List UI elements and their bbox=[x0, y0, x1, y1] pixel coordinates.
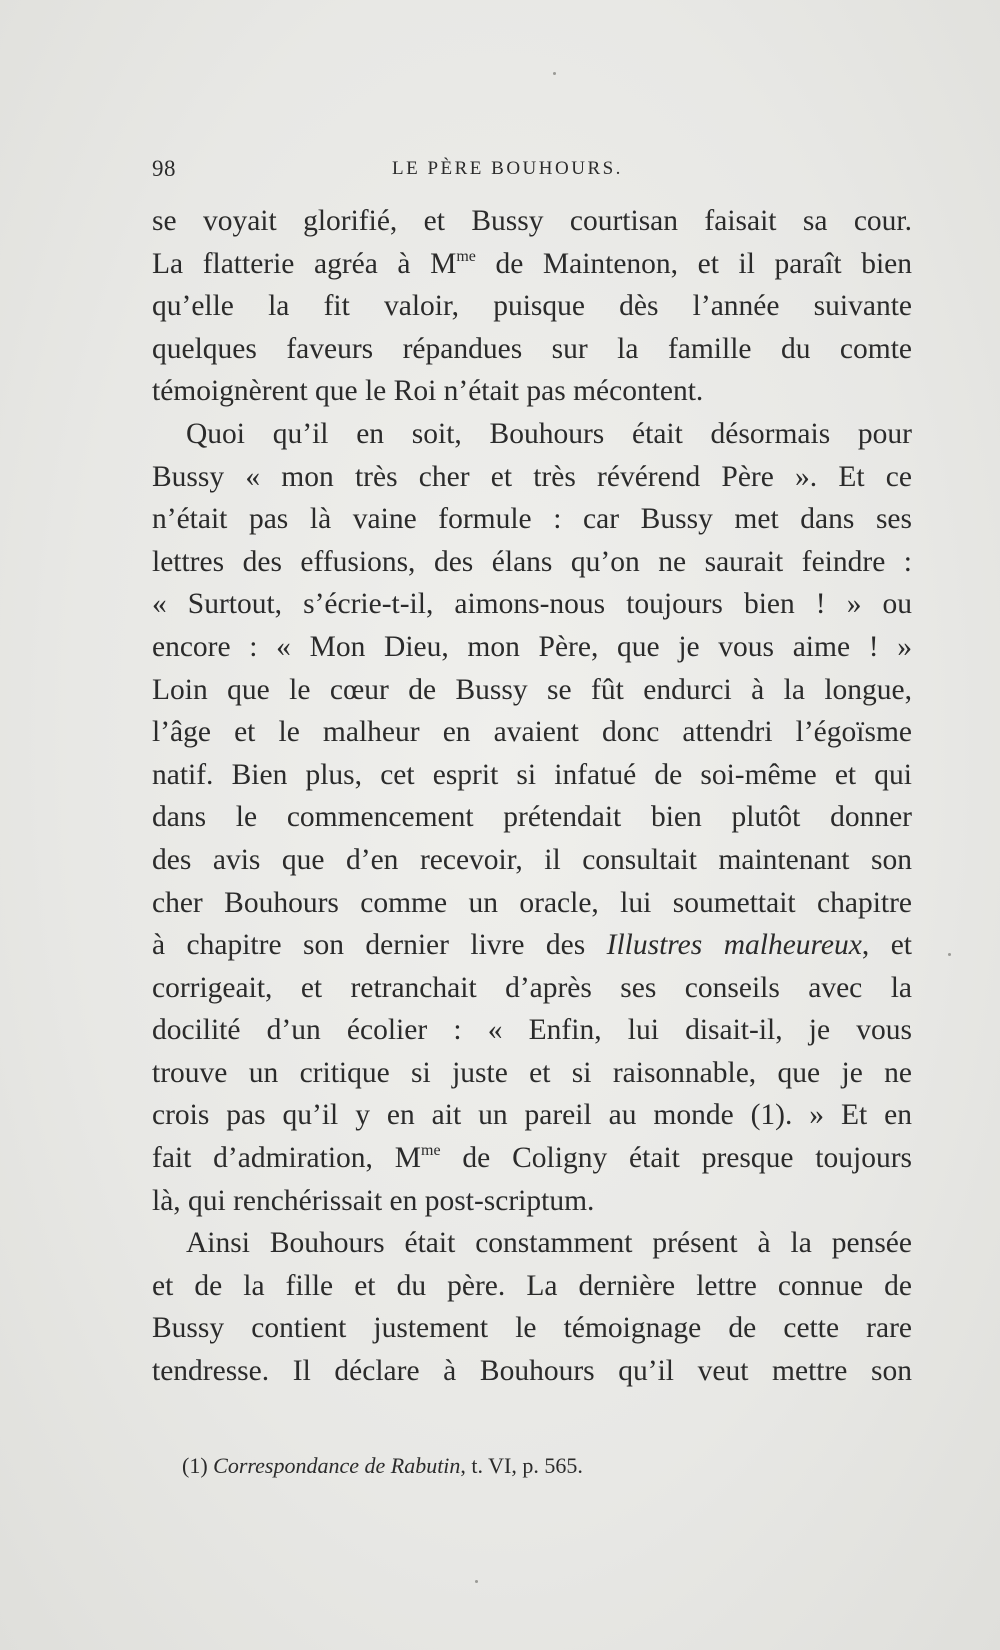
text-line: trouve un critique si juste et si raisonnable, que je ne bbox=[152, 1056, 912, 1089]
footnote bbox=[182, 1453, 583, 1479]
text-line: l’âge et le malheur en avaient donc attendri l’égoïsme bbox=[152, 716, 912, 749]
text-line: fait d’admiration, $M^{me}$ de Coligny était presque toujours bbox=[152, 1142, 912, 1175]
text-line: qu’elle la fit valoir, puisque dès l’année suivante bbox=[152, 290, 912, 323]
text-line: encore : « Mon Dieu, mon Père, que je vous aime ! » bbox=[152, 630, 912, 663]
page-header bbox=[152, 156, 914, 186]
text-line: lettres des effusions, des élans qu’on ne saurait feindre : bbox=[152, 545, 912, 578]
text-line: se voyait glorifié, et Bussy courtisan faisait sa cour. bbox=[152, 205, 912, 237]
page-number: 98 bbox=[152, 156, 176, 181]
text-line: La flatterie agréa à $M^{me}$ de Maintenon, et il paraît bien bbox=[152, 247, 912, 280]
book-title: Illustres malheureux bbox=[606, 929, 862, 962]
paper-speck bbox=[475, 1580, 478, 1583]
text-line: Bussy contient justement le témoignage de cette rare bbox=[152, 1312, 912, 1345]
text-line: corrigeait, et retranchait d’après ses conseils avec la bbox=[152, 971, 912, 1004]
text-line: à chapitre son dernier livre des Illustres malheureux, et bbox=[152, 929, 912, 962]
text-line: Ainsi Bouhours était constamment présent à la pensée bbox=[186, 1227, 912, 1260]
text-line: dans le commencement prétendait bien plutôt donner bbox=[152, 801, 912, 834]
text-line: « Surtout, s’écrie-t-il, aimons-nous toujours bien ! » ou bbox=[152, 588, 912, 621]
text-line: témoignèrent que le Roi n’était pas mécontent. bbox=[152, 375, 704, 408]
text-line: là, qui renchérissait en post-scriptum. bbox=[152, 1184, 595, 1217]
text-line: crois pas qu’il y en ait un pareil au monde (1). » Et en bbox=[152, 1099, 912, 1132]
footnote-source: Correspondance de Rabutin bbox=[213, 1453, 461, 1478]
text-line: Loin que le cœur de Bussy se fût endurci à la longue, bbox=[152, 673, 912, 706]
running-head: LE PÈRE BOUHOURS. bbox=[392, 158, 623, 179]
text-line: docilité d’un écolier : « Enfin, lui disait-il, je vous bbox=[152, 1014, 912, 1047]
text-line: natif. Bien plus, cet esprit si infatué de soi-même et qui bbox=[152, 758, 912, 791]
footnote-ref: , t. VI, p. 565. bbox=[460, 1453, 583, 1478]
text-line: Bussy « mon très cher et très révérend Père ». Et ce bbox=[152, 460, 912, 493]
text-line: Quoi qu’il en soit, Bouhours était désormais pour bbox=[186, 417, 912, 450]
paper-speck bbox=[948, 953, 951, 956]
text-line: quelques faveurs répandues sur la famille du comte bbox=[152, 332, 912, 365]
text-line: n’était pas là vaine formule : car Bussy met dans ses bbox=[152, 503, 912, 536]
body-text bbox=[152, 200, 912, 1393]
text-line: cher Bouhours comme un oracle, lui soumettait chapitre bbox=[152, 886, 912, 919]
paper-speck bbox=[553, 72, 556, 75]
text-line: et de la fille et du père. La dernière lettre connue de bbox=[152, 1269, 912, 1302]
footnote-marker: (1) bbox=[182, 1453, 208, 1478]
text-line: des avis que d’en recevoir, il consultait maintenant son bbox=[152, 843, 912, 876]
text-line: tendresse. Il déclare à Bouhours qu’il veut mettre son bbox=[152, 1355, 912, 1388]
